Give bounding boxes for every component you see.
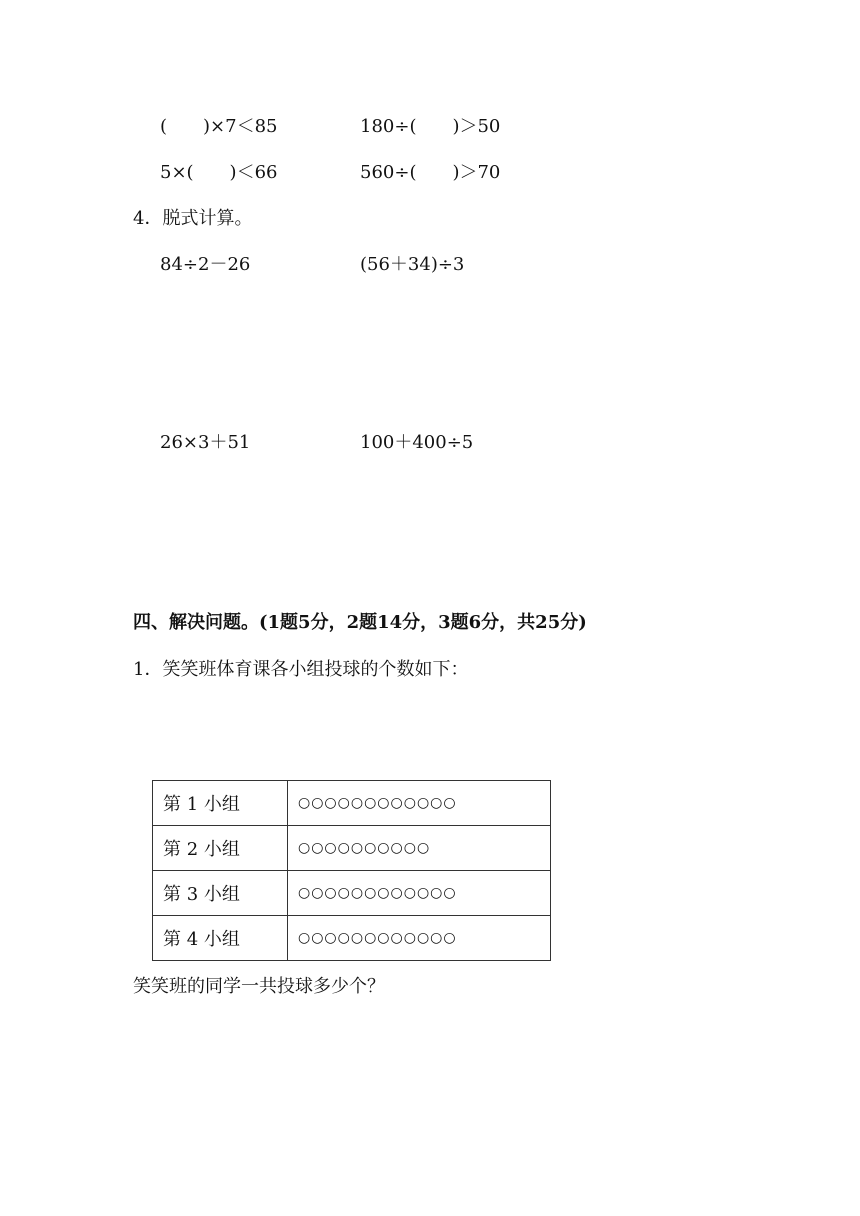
- ball-circles: ○○○○○○○○○○: [288, 826, 551, 871]
- section-heading: 四、解决问题。(1题5分，2题14分，3题6分，共25分): [133, 612, 587, 633]
- calc-1: 84÷2－26: [160, 254, 251, 275]
- calc-3: 26×3＋51: [160, 432, 251, 453]
- ball-count-table: [152, 780, 551, 961]
- compare-2-right: 560÷( )＞70: [360, 162, 501, 183]
- table-row: [153, 826, 551, 871]
- calc-4: 100＋400÷5: [360, 432, 474, 453]
- ball-circles: ○○○○○○○○○○○○: [288, 916, 551, 961]
- table-row: [153, 916, 551, 961]
- ball-circles: ○○○○○○○○○○○○: [288, 871, 551, 916]
- group-name: 第 4 小组: [153, 916, 288, 961]
- compare-1-right: 180÷( )＞50: [360, 116, 501, 137]
- q1-prompt: 1．笑笑班体育课各小组投球的个数如下：: [133, 659, 469, 680]
- group-name: 第 2 小组: [153, 826, 288, 871]
- group-name: 第 1 小组: [153, 781, 288, 826]
- q1-question: 笑笑班的同学一共投球多少个？: [133, 976, 385, 997]
- compare-1-left: ( )×7＜85: [160, 116, 278, 137]
- table-row: [153, 871, 551, 916]
- calc-2: (56＋34)÷3: [360, 254, 465, 275]
- ball-circles: ○○○○○○○○○○○○: [288, 781, 551, 826]
- group-name: 第 3 小组: [153, 871, 288, 916]
- table-row: [153, 781, 551, 826]
- compare-2-left: 5×( )＜66: [160, 162, 278, 183]
- q4-title: 4．脱式计算。: [133, 208, 253, 229]
